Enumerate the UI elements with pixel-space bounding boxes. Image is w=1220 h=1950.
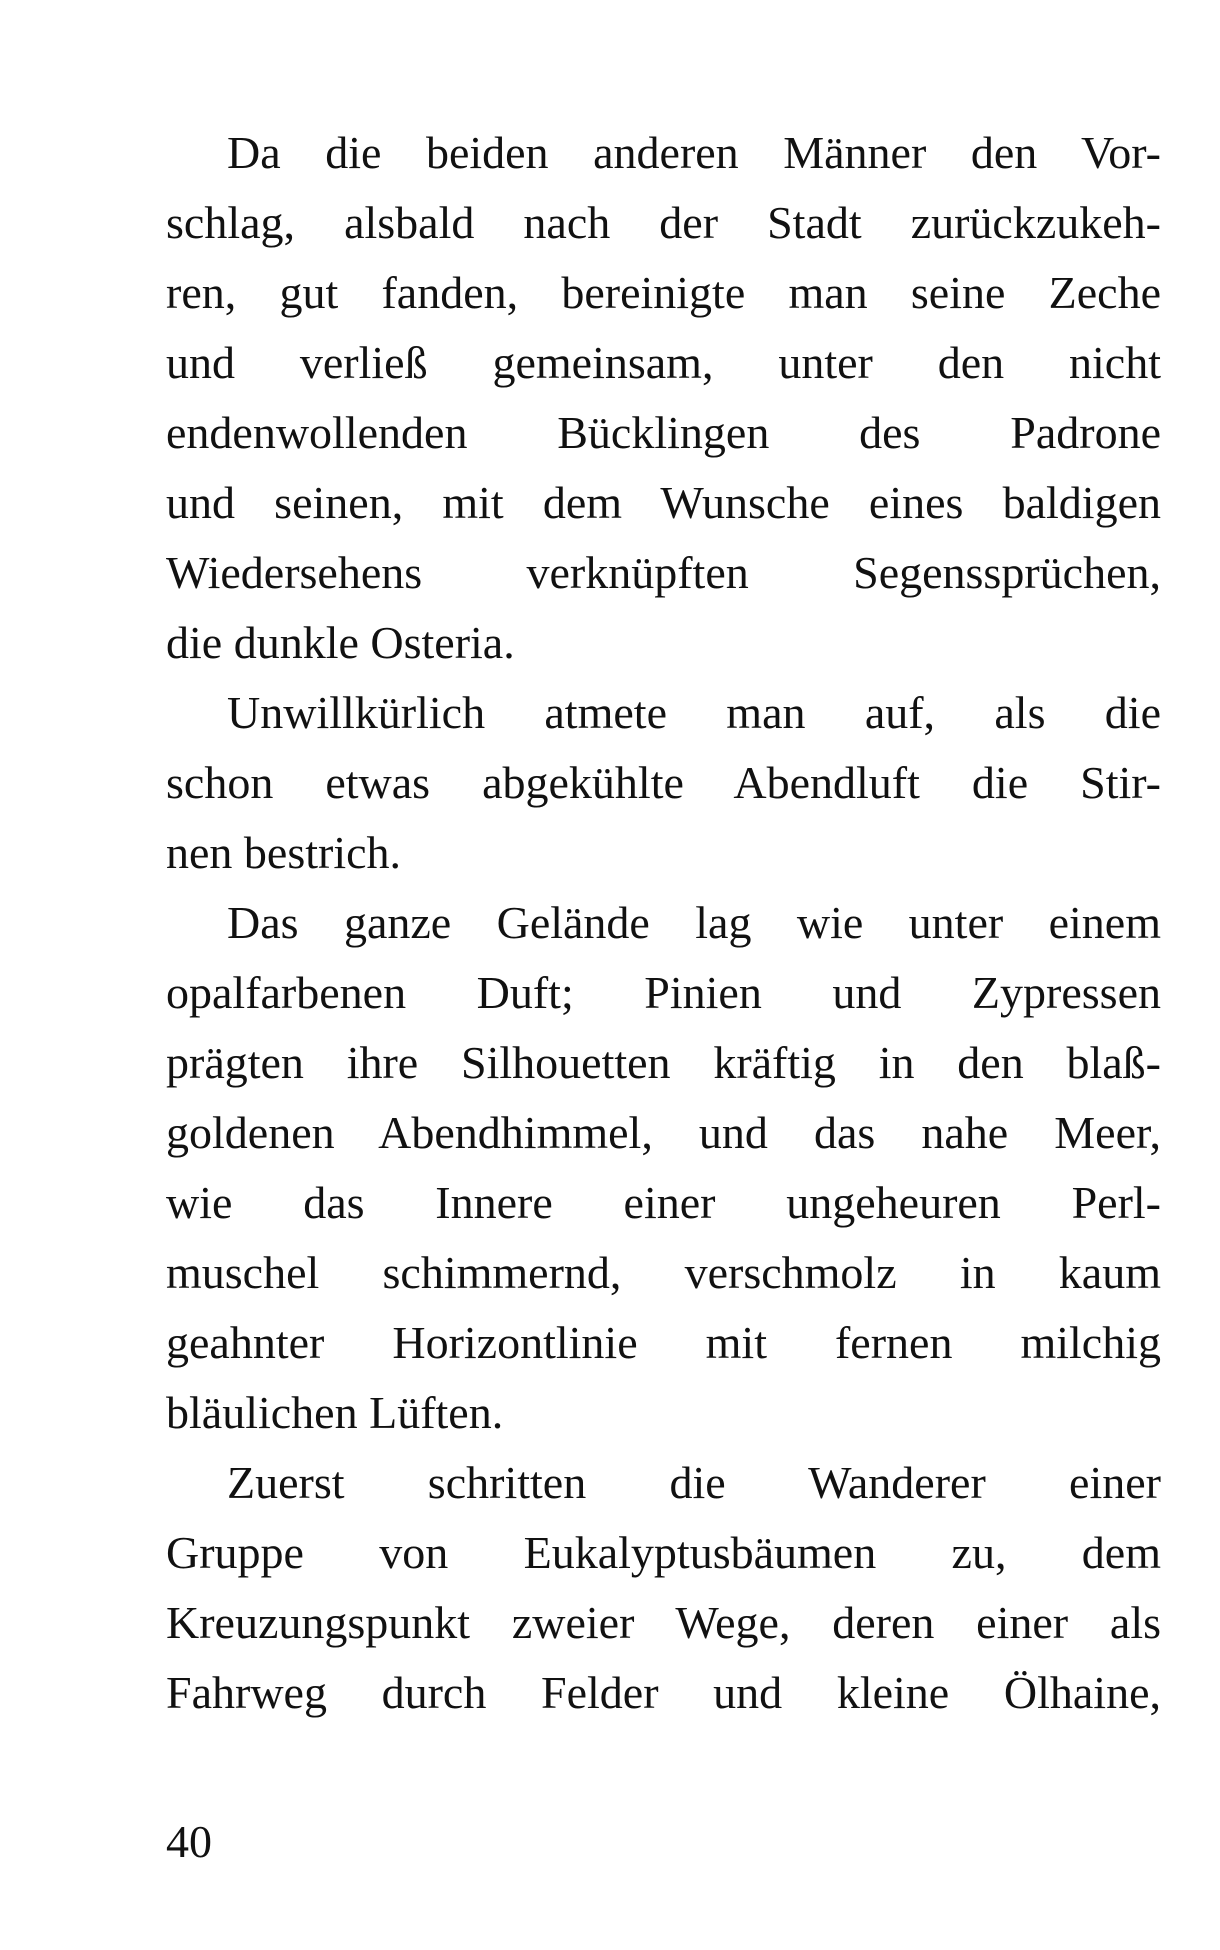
text-line: Zuerst schritten die Wanderer einer (227, 1457, 1161, 1508)
text-line: schlag, alsbald nach der Stadt zurückzukeh- (166, 197, 1161, 248)
page-number: 40 (166, 1816, 212, 1867)
text-line: opalfarbenen Duft; Pinien und Zypressen (166, 967, 1161, 1018)
paragraph (166, 118, 1161, 678)
text-line: Fahrweg durch Felder und kleine Ölhaine, (166, 1667, 1161, 1718)
text-line: und seinen, mit dem Wunsche eines baldigen (166, 477, 1161, 528)
text-line: wie das Innere einer ungeheuren Perl- (166, 1177, 1161, 1228)
text-line: endenwollenden Bücklingen des Padrone (166, 407, 1161, 458)
text-line: prägten ihre Silhouetten kräftig in den blaß- (166, 1037, 1161, 1088)
text-line: Kreuzungspunkt zweier Wege, deren einer als (166, 1597, 1161, 1648)
text-line: die dunkle Osteria. (166, 617, 515, 668)
text-line: nen bestrich. (166, 827, 402, 878)
text-line: goldenen Abendhimmel, und das nahe Meer, (166, 1107, 1161, 1158)
text-line: schon etwas abgekühlte Abendluft die Stir- (166, 757, 1161, 808)
text-line: muschel schimmernd, verschmolz in kaum (166, 1247, 1161, 1298)
text-line: Unwillkürlich atmete man auf, als die (227, 687, 1161, 738)
text-line: Gruppe von Eukalyptusbäumen zu, dem (166, 1527, 1161, 1578)
text-line: Das ganze Gelände lag wie unter einem (227, 897, 1161, 948)
text-line: geahnter Horizontlinie mit fernen milchig (166, 1317, 1161, 1368)
paragraph (166, 1448, 1161, 1728)
text-line: Da die beiden anderen Männer den Vor- (227, 127, 1161, 178)
paragraph (166, 678, 1161, 888)
text-line: ren, gut fanden, bereinigte man seine Zeche (166, 267, 1161, 318)
text-line: Wiedersehens verknüpften Segenssprüchen, (166, 547, 1161, 598)
text-line: und verließ gemeinsam, unter den nicht (166, 337, 1161, 388)
text-line: bläulichen Lüften. (166, 1387, 504, 1438)
paragraph (166, 888, 1161, 1448)
body-text (166, 118, 1161, 1728)
